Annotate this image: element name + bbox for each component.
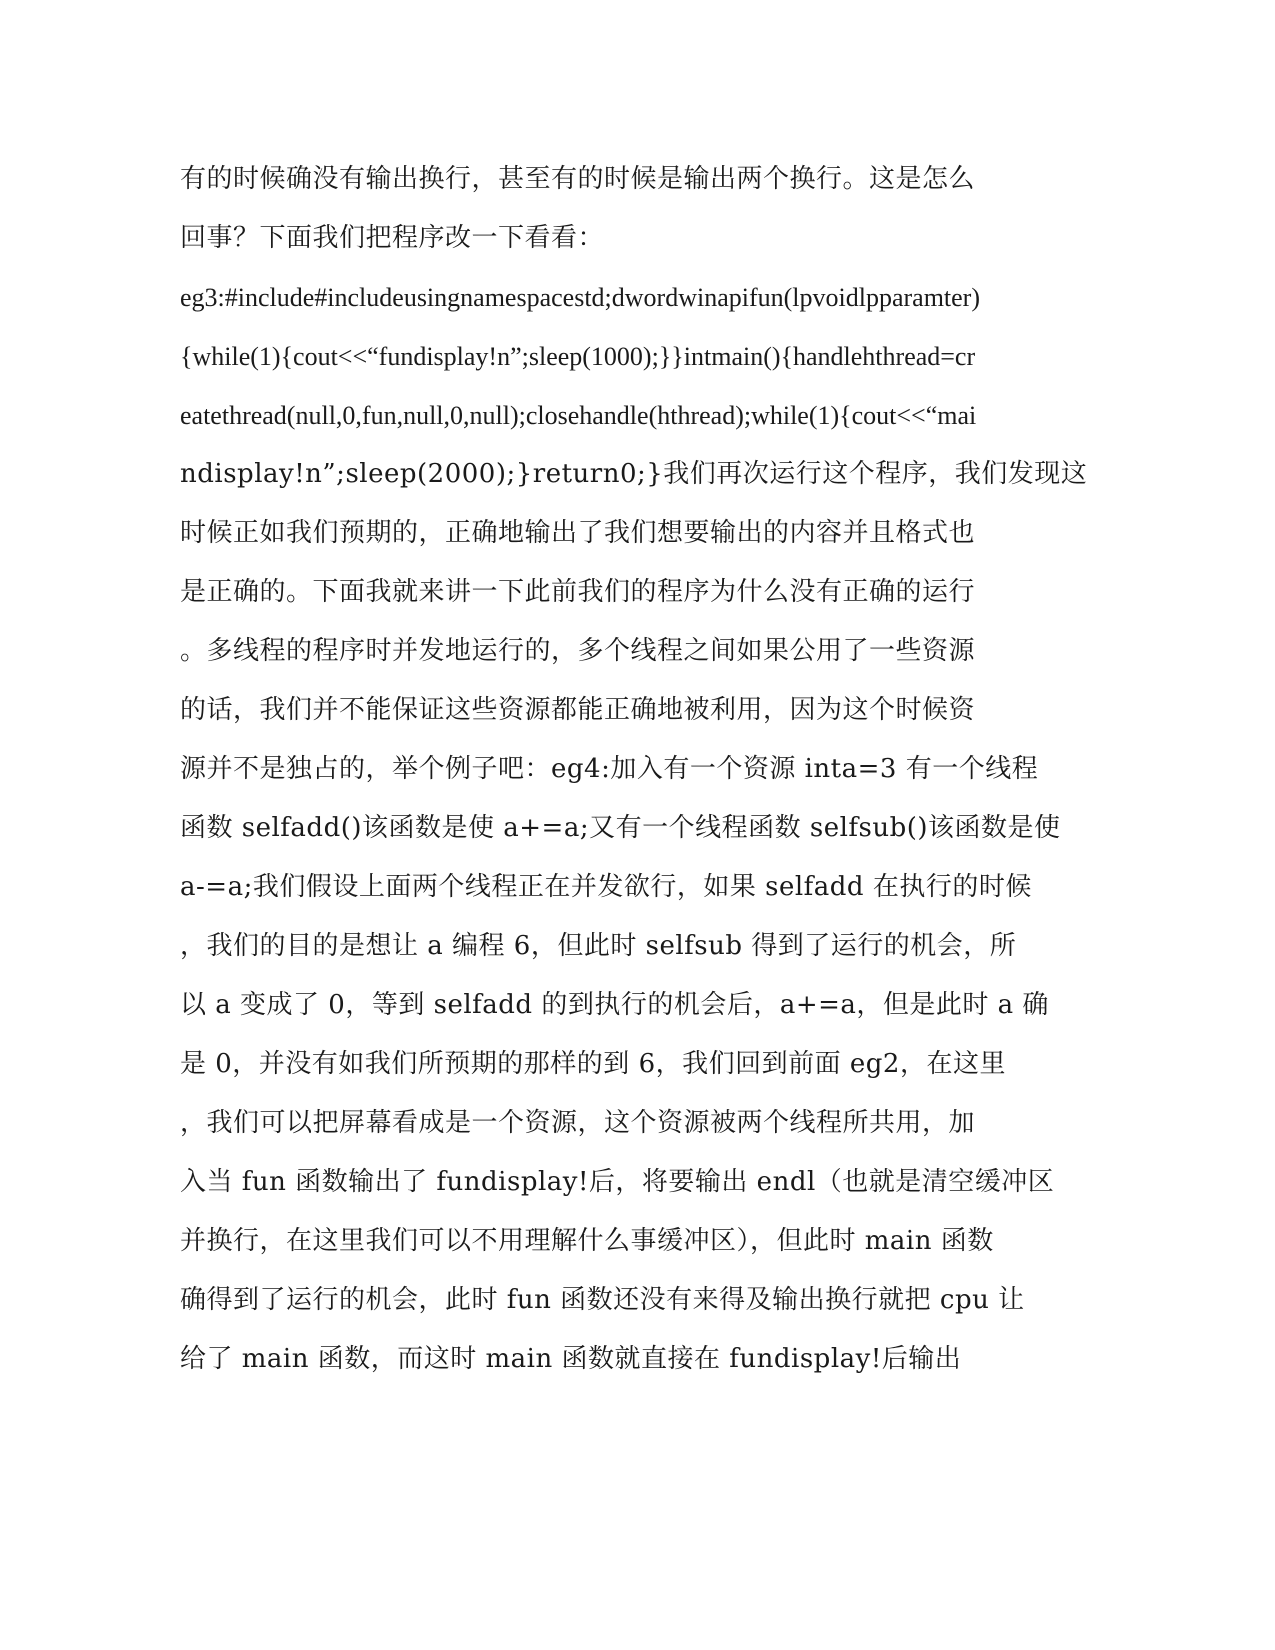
text-line: 并换行，在这里我们可以不用理解什么事缓冲区），但此时 main 函数 [180, 1226, 994, 1256]
text-line: 确得到了运行的机会，此时 fun 函数还没有来得及输出换行就把 cpu 让 [180, 1285, 1025, 1315]
text-line: ，我们可以把屏幕看成是一个资源，这个资源被两个线程所共用，加 [180, 1108, 976, 1138]
text-line: 有的时候确没有输出换行，甚至有的时候是输出两个换行。这是怎么 [180, 164, 976, 194]
text-line: 是正确的。下面我就来讲一下此前我们的程序为什么没有正确的运行 [180, 577, 976, 607]
text-line: 的话，我们并不能保证这些资源都能正确地被利用，因为这个时候资 [180, 695, 976, 725]
text-line: 源并不是独占的，举个例子吧：eg4:加入有一个资源 inta=3 有一个线程 [180, 754, 1039, 784]
text-line: 时候正如我们预期的，正确地输出了我们想要输出的内容并且格式也 [180, 518, 976, 548]
text-line: a-=a;我们假设上面两个线程正在并发欲行，如果 selfadd 在执行的时候 [180, 872, 1032, 902]
text-line: 。多线程的程序时并发地运行的，多个线程之间如果公用了一些资源 [180, 636, 976, 666]
text-line: 函数 selfadd()该函数是使 a+=a;又有一个线程函数 selfsub()该函数是使 [180, 813, 1061, 843]
text-line: 入当 fun 函数输出了 fundisplay!后，将要输出 endl（也就是清空缓冲区 [180, 1167, 1055, 1197]
text-line: 是 0，并没有如我们所预期的那样的到 6，我们回到前面 eg2，在这里 [180, 1049, 1006, 1079]
text-line: 给了 main 函数，而这时 main 函数就直接在 fundisplay!后输出 [180, 1344, 962, 1374]
code-line: eatethread(null,0,fun,null,0,null);closehandle(hthread);while(1){cout<<“mai [180, 401, 977, 430]
text-line: ndisplay!n”;sleep(2000);}return0;}我们再次运行这个程序，我们发现这 [180, 459, 1088, 489]
code-line: {while(1){cout<<“fundisplay!n”;sleep(1000);}}intmain(){handlehthread=cr [180, 342, 976, 371]
code-line: eg3:#include#includeusingnamespacestd;dwordwinapifun(lpvoidlpparamter) [180, 283, 980, 312]
text-line: 以 a 变成了 0，等到 selfadd 的到执行的机会后，a+=a，但是此时 a 确 [180, 990, 1049, 1020]
text-line: 回事？下面我们把程序改一下看看： [180, 223, 605, 253]
text-line: ，我们的目的是想让 a 编程 6，但此时 selfsub 得到了运行的机会，所 [180, 931, 1017, 961]
body-text [180, 150, 1088, 1389]
